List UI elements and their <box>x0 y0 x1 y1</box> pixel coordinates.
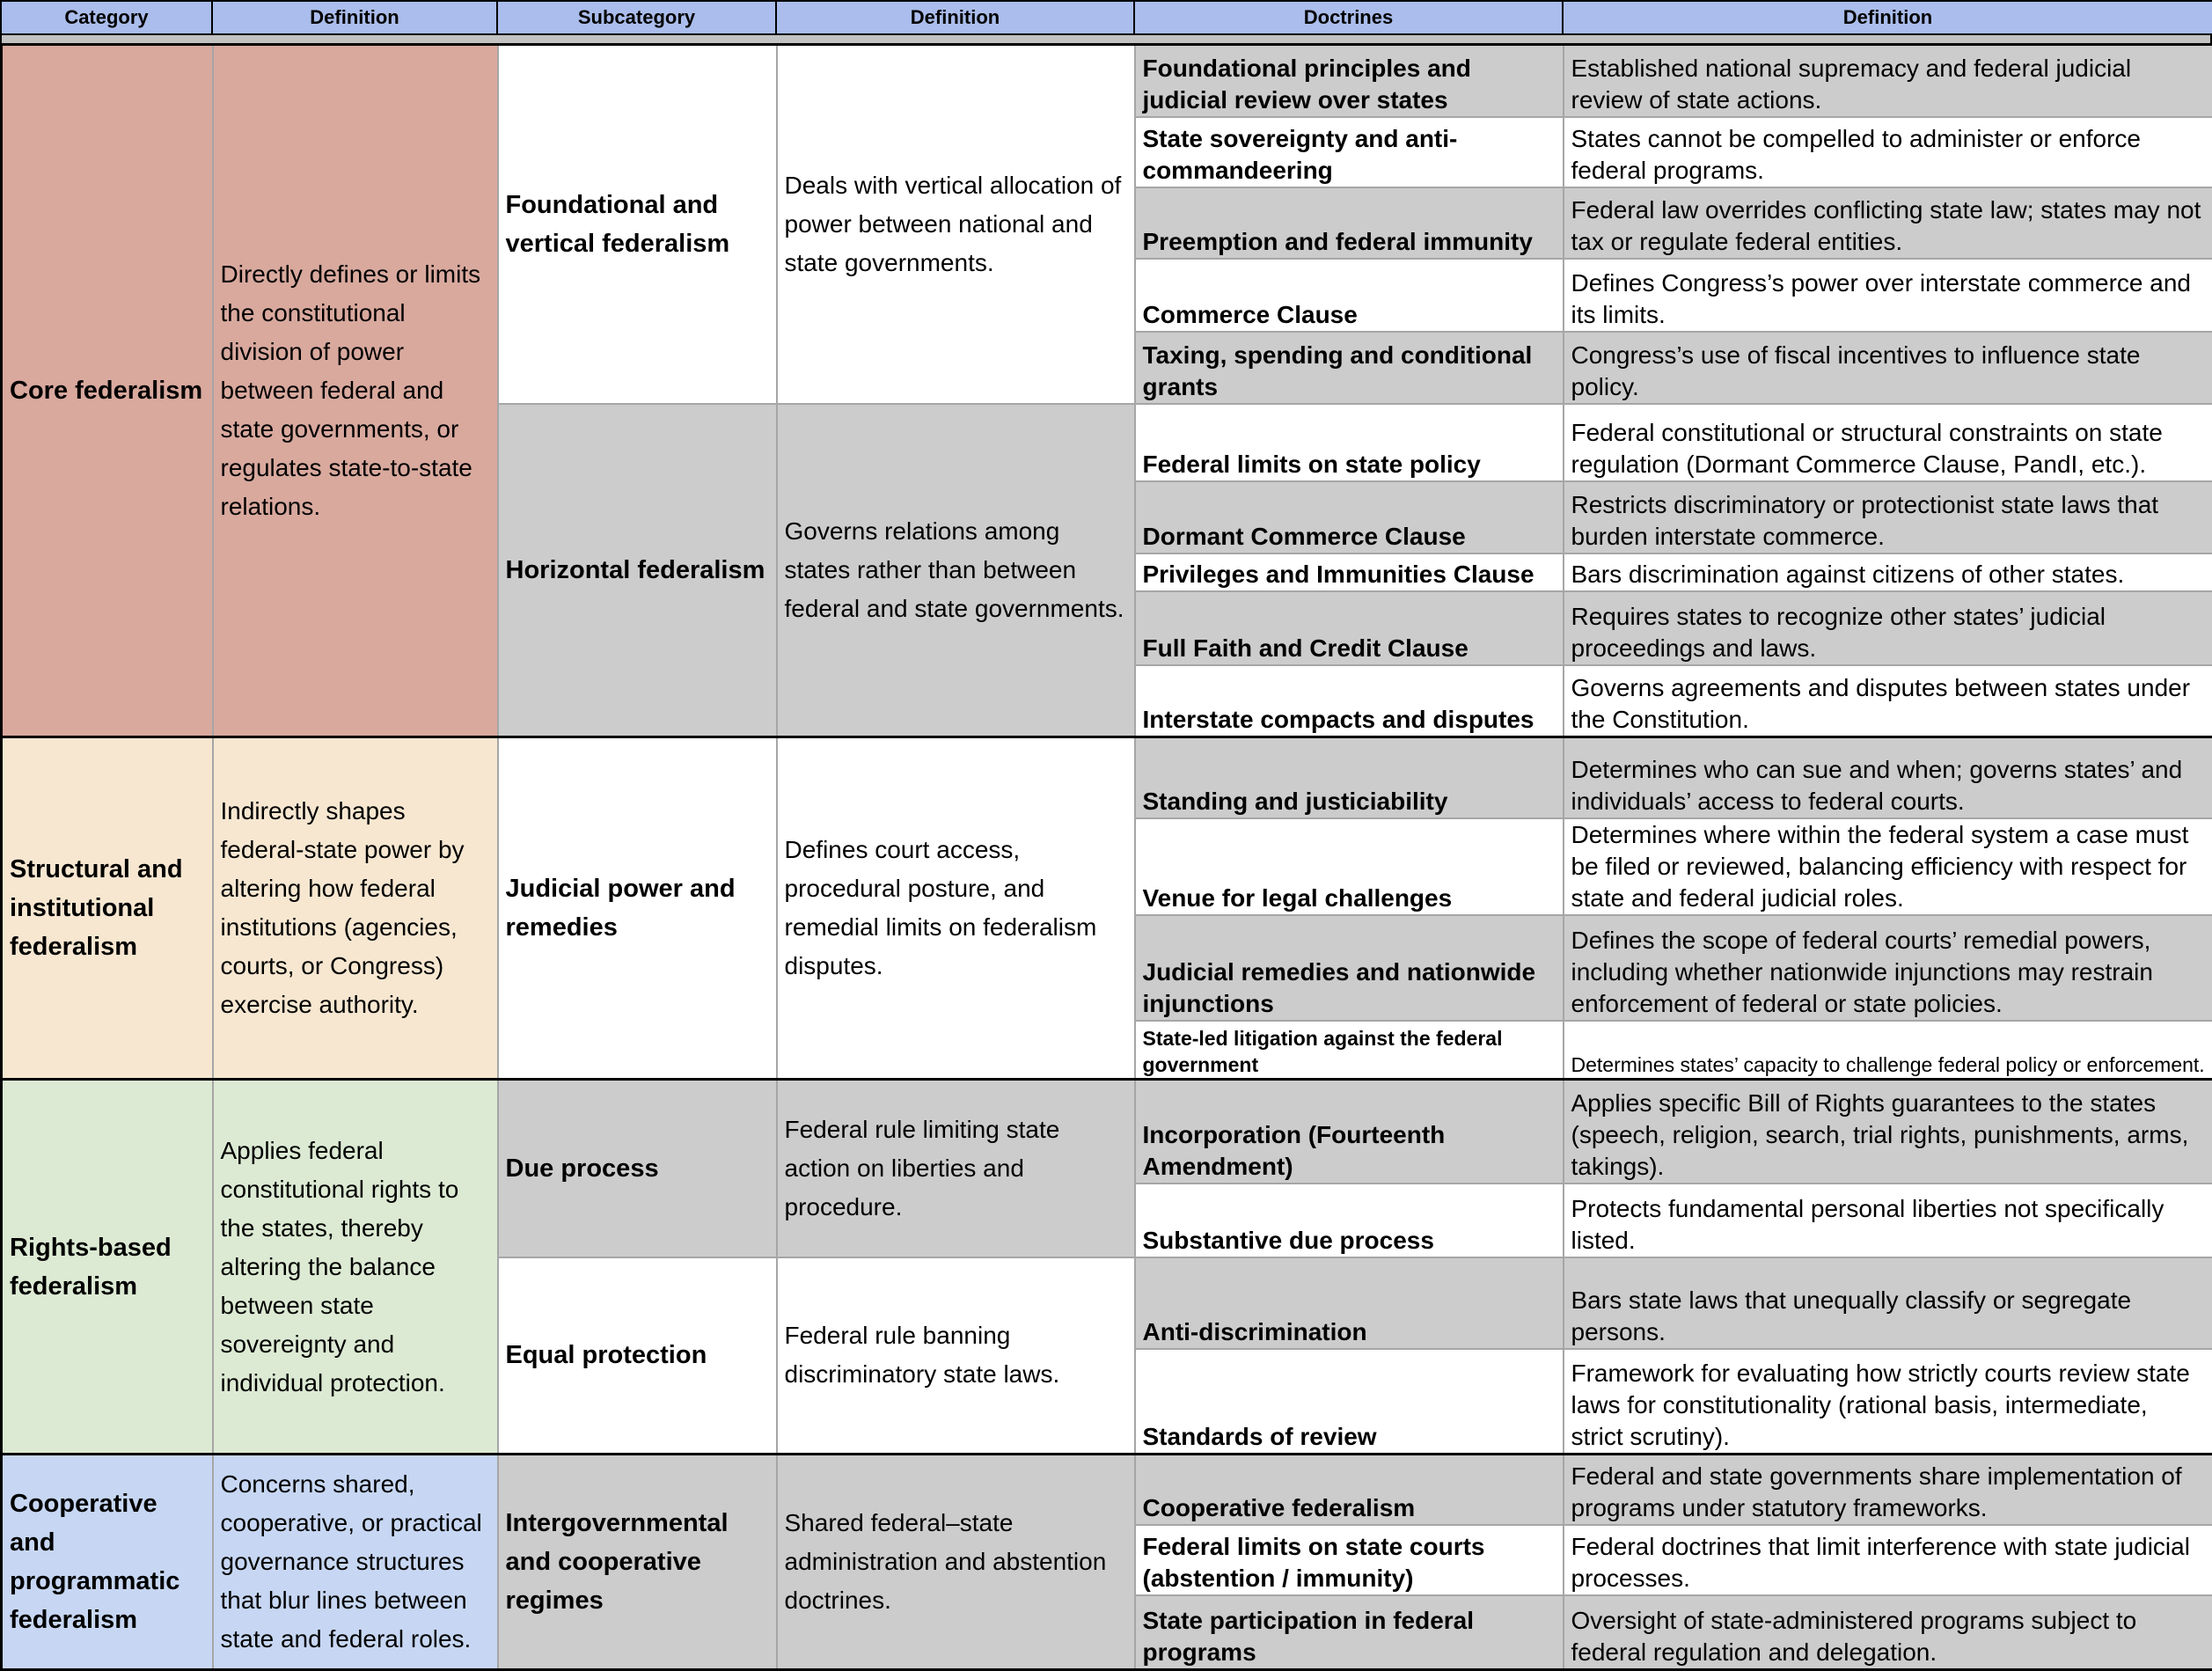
doctrine-cell: Incorporation (Fourteenth Amendment) <box>1135 1080 1564 1184</box>
doctrine-definition-cell: Governs agreements and disputes between states under the Constitution. <box>1564 665 2212 737</box>
doctrine-definition-cell: Federal law overrides conflicting state law; states may not tax or regulate federal entities. <box>1564 187 2212 259</box>
subcategory-cell: Foundational and vertical federalism <box>498 45 777 404</box>
doctrine-cell: Judicial remedies and nationwide injunctions <box>1135 915 1564 1021</box>
doctrine-cell: Substantive due process <box>1135 1184 1564 1257</box>
doctrine-definition-cell: Determines where within the federal system a case must be filed or reviewed, balancing efficiency with respect for state and federal judicial roles. <box>1564 818 2212 915</box>
doctrine-cell: State sovereignty and anti-commandeering <box>1135 117 1564 187</box>
header-cell-category: Category <box>1 1 212 34</box>
category-definition-cell: Indirectly shapes federal-state power by altering how federal institutions (agencies, courts, or Congress) exercise authority. <box>213 737 498 1080</box>
category-definition-cell: Concerns shared, cooperative, or practical governance structures that blur lines between state and federal roles. <box>213 1455 498 1670</box>
doctrine-definition-cell: Established national supremacy and federal judicial review of state actions. <box>1564 45 2212 117</box>
header-cell-doctrines: Doctrines <box>1134 1 1563 34</box>
category-cell: Core federalism <box>2 45 213 737</box>
doctrine-cell: Cooperative federalism <box>1135 1455 1564 1525</box>
header-cell-subcategory: Subcategory <box>497 1 776 34</box>
doctrine-definition-cell: Bars state laws that unequally classify or segregate persons. <box>1564 1257 2212 1349</box>
doctrine-cell: Full Faith and Credit Clause <box>1135 591 1564 665</box>
doctrine-definition-cell: Determines states’ capacity to challenge federal policy or enforcement. <box>1564 1021 2212 1080</box>
subcategory-definition-cell: Federal rule banning discriminatory state laws. <box>777 1257 1135 1455</box>
frozen-row-separator <box>0 35 2212 43</box>
doctrine-definition-cell: States cannot be compelled to administer or enforce federal programs. <box>1564 117 2212 187</box>
table-body <box>0 43 2212 1671</box>
doctrine-cell: Standards of review <box>1135 1349 1564 1455</box>
doctrine-cell: State-led litigation against the federal government <box>1135 1021 1564 1080</box>
doctrine-cell: State participation in federal programs <box>1135 1595 1564 1670</box>
doctrine-definition-cell: Congress’s use of fiscal incentives to influence state policy. <box>1564 332 2212 404</box>
doctrine-cell: Federal limits on state policy <box>1135 404 1564 481</box>
doctrine-definition-cell: Applies specific Bill of Rights guarantees to the states (speech, religion, search, trial rights, punishments, arms, takings). <box>1564 1080 2212 1184</box>
doctrine-cell: Dormant Commerce Clause <box>1135 481 1564 553</box>
doctrine-cell: Foundational principles and judicial review over states <box>1135 45 1564 117</box>
doctrine-cell: Anti-discrimination <box>1135 1257 1564 1349</box>
subcategory-cell: Equal protection <box>498 1257 777 1455</box>
doctrine-cell: Interstate compacts and disputes <box>1135 665 1564 737</box>
subcategory-definition-cell: Deals with vertical allocation of power between national and state governments. <box>777 45 1135 404</box>
doctrine-cell: Standing and justiciability <box>1135 737 1564 818</box>
doctrine-definition-cell: Restricts discriminatory or protectionist state laws that burden interstate commerce. <box>1564 481 2212 553</box>
doctrine-definition-cell: Oversight of state-administered programs subject to federal regulation and delegation. <box>1564 1595 2212 1670</box>
subcategory-definition-cell: Defines court access, procedural posture, and remedial limits on federalism disputes. <box>777 737 1135 1080</box>
doctrine-cell: Commerce Clause <box>1135 259 1564 332</box>
doctrine-definition-cell: Federal doctrines that limit interference with state judicial processes. <box>1564 1525 2212 1595</box>
doctrine-definition-cell: Determines who can sue and when; governs states’ and individuals’ access to federal courts. <box>1564 737 2212 818</box>
doctrine-definition-cell: Defines the scope of federal courts’ remedial powers, including whether nationwide injunctions may restrain enforcement of federal or state policies. <box>1564 915 2212 1021</box>
table-header-row <box>0 0 2212 35</box>
doctrine-definition-cell: Bars discrimination against citizens of other states. <box>1564 553 2212 591</box>
doctrine-definition-cell: Federal constitutional or structural constraints on state regulation (Dormant Commerce Clause, PandI, etc.). <box>1564 404 2212 481</box>
subcategory-definition-cell: Shared federal–state administration and abstention doctrines. <box>777 1455 1135 1670</box>
doctrine-cell: Taxing, spending and conditional grants <box>1135 332 1564 404</box>
subcategory-cell: Judicial power and remedies <box>498 737 777 1080</box>
doctrine-cell: Preemption and federal immunity <box>1135 187 1564 259</box>
doctrine-definition-cell: Requires states to recognize other states’ judicial proceedings and laws. <box>1564 591 2212 665</box>
category-definition-cell: Directly defines or limits the constitutional division of power between federal and state governments, or regulates state-to-state relations. <box>213 45 498 737</box>
category-cell: Cooperative and programmatic federalism <box>2 1455 213 1670</box>
subcategory-cell: Due process <box>498 1080 777 1257</box>
doctrine-definition-cell: Defines Congress’s power over interstate commerce and its limits. <box>1564 259 2212 332</box>
category-cell: Rights-based federalism <box>2 1080 213 1455</box>
doctrine-cell: Privileges and Immunities Clause <box>1135 553 1564 591</box>
header-cell-subcategory-definition: Definition <box>776 1 1134 34</box>
subcategory-definition-cell: Governs relations among states rather than between federal and state governments. <box>777 404 1135 737</box>
doctrine-definition-cell: Protects fundamental personal liberties not specifically listed. <box>1564 1184 2212 1257</box>
header-cell-doctrines-definition: Definition <box>1563 1 2212 34</box>
category-cell: Structural and institutional federalism <box>2 737 213 1080</box>
doctrine-cell: Venue for legal challenges <box>1135 818 1564 915</box>
category-definition-cell: Applies federal constitutional rights to the states, thereby altering the balance between state sovereignty and individual protection. <box>213 1080 498 1455</box>
header-cell-category-definition: Definition <box>212 1 497 34</box>
doctrine-definition-cell: Framework for evaluating how strictly courts review state laws for constitutionality (rational basis, intermediate, strict scrutiny). <box>1564 1349 2212 1455</box>
doctrine-cell: Federal limits on state courts (abstention / immunity) <box>1135 1525 1564 1595</box>
subcategory-cell: Intergovernmental and cooperative regimes <box>498 1455 777 1670</box>
subcategory-definition-cell: Federal rule limiting state action on liberties and procedure. <box>777 1080 1135 1257</box>
doctrine-definition-cell: Federal and state governments share implementation of programs under statutory frameworks. <box>1564 1455 2212 1525</box>
subcategory-cell: Horizontal federalism <box>498 404 777 737</box>
